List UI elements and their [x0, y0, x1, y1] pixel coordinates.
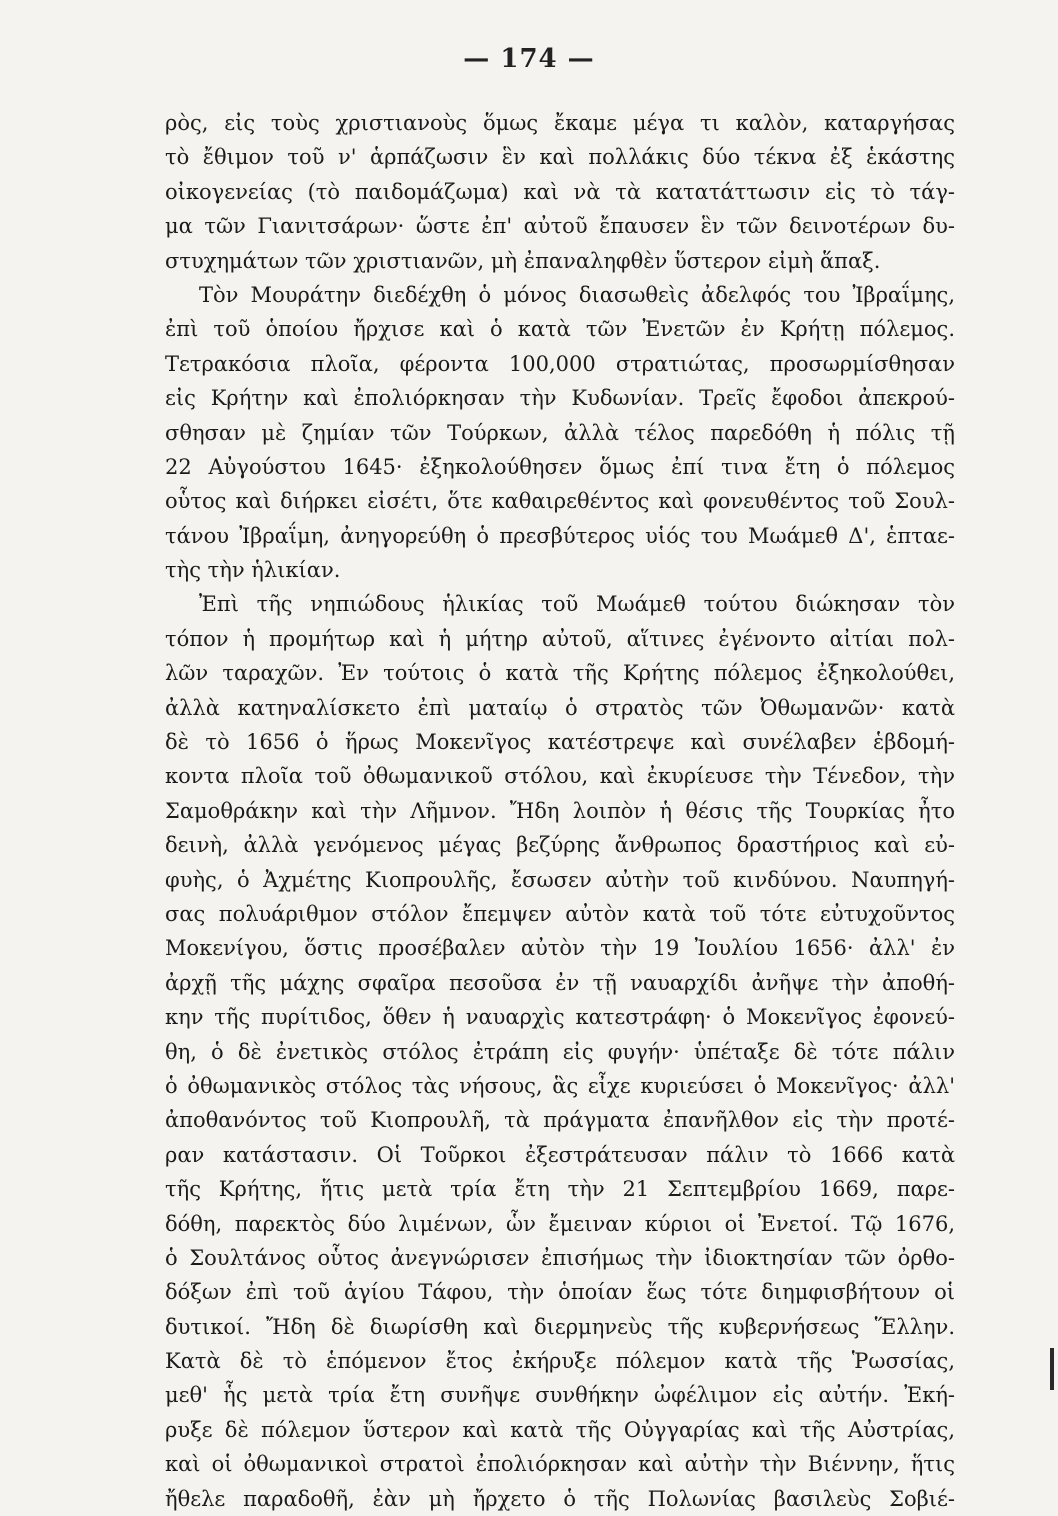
- text-line: μεθ' ἧς μετὰ τρία ἔτη συνῆψε συνθήκην ὠφέλιμον εἰς αὐτήν. Ἐκή-: [165, 1383, 955, 1408]
- text-line: θη, ὁ δὲ ἐνετικὸς στόλος ἐτράπη εἰς φυγήν· ὑπέταξε δὲ τότε πάλιν: [165, 1039, 955, 1064]
- text-line: ὁ Σουλτάνος οὗτος ἀνεγνώρισεν ἐπισήμως τὴν ἰδιοκτησίαν τῶν ὀρθο-: [165, 1245, 955, 1270]
- text-line: ἤθελε παραδοθῆ, ἐὰν μὴ ἤρχετο ὁ τῆς Πολωνίας βασιλεὺς Σοβιέ-: [165, 1486, 955, 1511]
- text-line: δυτικοί. Ἤδη δὲ διωρίσθη καὶ διερμηνεὺς τῆς κυβερνήσεως Ἕλλην.: [165, 1314, 955, 1339]
- text-line: τόπον ἡ προμήτωρ καὶ ἡ μήτηρ αὐτοῦ, αἵτινες ἐγένοντο αἰτίαι πολ-: [165, 626, 955, 651]
- text-line: κοντα πλοῖα τοῦ ὀθωμανικοῦ στόλου, καὶ ἐκυρίευσε τὴν Τένεδον, τὴν: [165, 764, 955, 789]
- text-line: ἐπὶ τοῦ ὁποίου ἤρχισε καὶ ὁ κατὰ τῶν Ἐνετῶν ἐν Κρήτῃ πόλεμος.: [165, 317, 955, 342]
- text-line: ἀρχῇ τῆς μάχης σφαῖρα πεσοῦσα ἐν τῇ ναυαρχίδι ἀνῆψε τὴν ἀποθή-: [165, 970, 955, 995]
- text-line: τῆς Κρήτης, ἥτις μετὰ τρία ἔτη τὴν 21 Σεπτεμβρίου 1669, παρε-: [165, 1177, 955, 1202]
- text-line: ἀποθανόντος τοῦ Κιοπρουλῆ, τὰ πράγματα ἐπανῆλθον εἰς τὴν προτέ-: [165, 1108, 955, 1133]
- body-text: [165, 106, 955, 1516]
- text-line: Κατὰ δὲ τὸ ἑπόμενον ἔτος ἐκήρυξε πόλεμον κατὰ τῆς Ῥωσσίας,: [165, 1349, 955, 1374]
- text-line: δόθη, παρεκτὸς δύο λιμένων, ὧν ἔμειναν κύριοι οἱ Ἐνετοί. Τῷ 1676,: [165, 1211, 955, 1236]
- text-line: ἀλλὰ κατηναλίσκετο ἐπὶ ματαίῳ ὁ στρατὸς τῶν Ὀθωμανῶν· κατὰ: [165, 695, 955, 720]
- text-line: τάνου Ἰβραΐμη, ἀνηγορεύθη ὁ πρεσβύτερος υἱός του Μωάμεθ Δ', ἑπταε-: [165, 523, 955, 548]
- text-line: Ἐπὶ τῆς νηπιώδους ἡλικίας τοῦ Μωάμεθ τούτου διώκησαν τὸν: [199, 592, 955, 617]
- text-line: ρυξε δὲ πόλεμον ὕστερον καὶ κατὰ τῆς Οὐγγαρίας καὶ τῆς Αὐστρίας,: [165, 1417, 955, 1442]
- text-line: Τὸν Μουράτην διεδέχθη ὁ μόνος διασωθεὶς ἀδελφός του Ἰβραΐμης,: [199, 282, 955, 307]
- text-line: Τετρακόσια πλοῖα, φέροντα 100,000 στρατιώτας, προσωρμίσθησαν: [165, 351, 955, 376]
- page-number: — 174 —: [463, 44, 595, 74]
- text-line: οἰκογενείας (τὸ παιδομάζωμα) καὶ νὰ τὰ κατατάττωσιν εἰς τὸ τάγ-: [165, 179, 955, 204]
- text-line: ὁ ὀθωμανικὸς στόλος τὰς νήσους, ἃς εἶχε κυριεύσει ὁ Μοκενῖγος· ἀλλ': [165, 1073, 955, 1098]
- text-line: τὸ ἔθιμον τοῦ ν' ἁρπάζωσιν ἓν καὶ πολλάκις δύο τέκνα ἐξ ἑκάστης: [165, 145, 955, 170]
- text-line: σας πολυάριθμον στόλον ἔπεμψεν αὐτὸν κατὰ τοῦ τότε εὐτυχοῦντος: [165, 901, 955, 926]
- text-line: ραν κατάστασιν. Οἱ Τοῦρκοι ἐξεστράτευσαν πάλιν τὸ 1666 κατὰ: [165, 1142, 955, 1167]
- text-line: Σαμοθράκην καὶ τὴν Λῆμνον. Ἤδη λοιπὸν ἡ θέσις τῆς Τουρκίας ἦτο: [165, 798, 955, 823]
- text-line: μα τῶν Γιανιτσάρων· ὥστε ἐπ' αὐτοῦ ἔπαυσεν ἓν τῶν δεινοτέρων δυ-: [165, 214, 955, 239]
- text-line: τὴς τὴν ἡλικίαν.: [165, 558, 341, 583]
- text-line: 22 Αὐγούστου 1645· ἐξηκολούθησεν ὅμως ἐπί τινα ἔτη ὁ πόλεμος: [165, 454, 955, 479]
- text-line: κην τῆς πυρίτιδος, ὅθεν ἡ ναυαρχὶς κατεστράφη· ὁ Μοκενῖγος ἐφονεύ-: [165, 1005, 955, 1030]
- page-edge-mark: [1050, 1348, 1054, 1390]
- text-line: δόξων ἐπὶ τοῦ ἁγίου Τάφου, τὴν ὁποίαν ἕως τότε διημφισβήτουν οἱ: [165, 1280, 955, 1305]
- text-line: ρὸς, εἰς τοὺς χριστιανοὺς ὅμως ἔκαμε μέγα τι καλὸν, καταργήσας: [165, 111, 955, 135]
- text-line: σθησαν μὲ ζημίαν τῶν Τούρκων, ἀλλὰ τέλος παρεδόθη ἡ πόλις τῇ: [165, 420, 955, 445]
- text-line: δὲ τὸ 1656 ὁ ἥρως Μοκενῖγος κατέστρεψε καὶ συνέλαβεν ἑβδομή-: [165, 730, 955, 755]
- text-line: εἰς Κρήτην καὶ ἐπολιόρκησαν τὴν Κυδωνίαν. Τρεῖς ἔφοδοι ἀπεκρού-: [165, 386, 955, 411]
- text-line: οὗτος καὶ διήρκει εἰσέτι, ὅτε καθαιρεθέντος καὶ φονευθέντος τοῦ Σουλ-: [165, 489, 955, 514]
- text-line: φυὴς, ὁ Ἀχμέτης Κιοπρουλῆς, ἔσωσεν αὐτὴν τοῦ κινδύνου. Ναυπηγή-: [165, 867, 955, 892]
- text-line: λῶν ταραχῶν. Ἐν τούτοις ὁ κατὰ τῆς Κρήτης πόλεμος ἐξηκολούθει,: [165, 661, 955, 686]
- text-line: καὶ οἱ ὀθωμανικοὶ στρατοὶ ἐπολιόρκησαν καὶ αὐτὴν τὴν Βιέννην, ἥτις: [165, 1452, 955, 1477]
- text-line: Μοκενίγου, ὅστις προσέβαλεν αὐτὸν τὴν 19 Ἰουλίου 1656· ἀλλ' ἐν: [165, 936, 955, 961]
- text-line: δεινὴ, ἀλλὰ γενόμενος μέγας βεζύρης ἄνθρωπος δραστήριος καὶ εὐ-: [165, 833, 955, 858]
- text-line: στυχημάτων τῶν χριστιανῶν, μὴ ἐπαναληφθὲν ὕστερον εἰμὴ ἅπαξ.: [165, 248, 881, 273]
